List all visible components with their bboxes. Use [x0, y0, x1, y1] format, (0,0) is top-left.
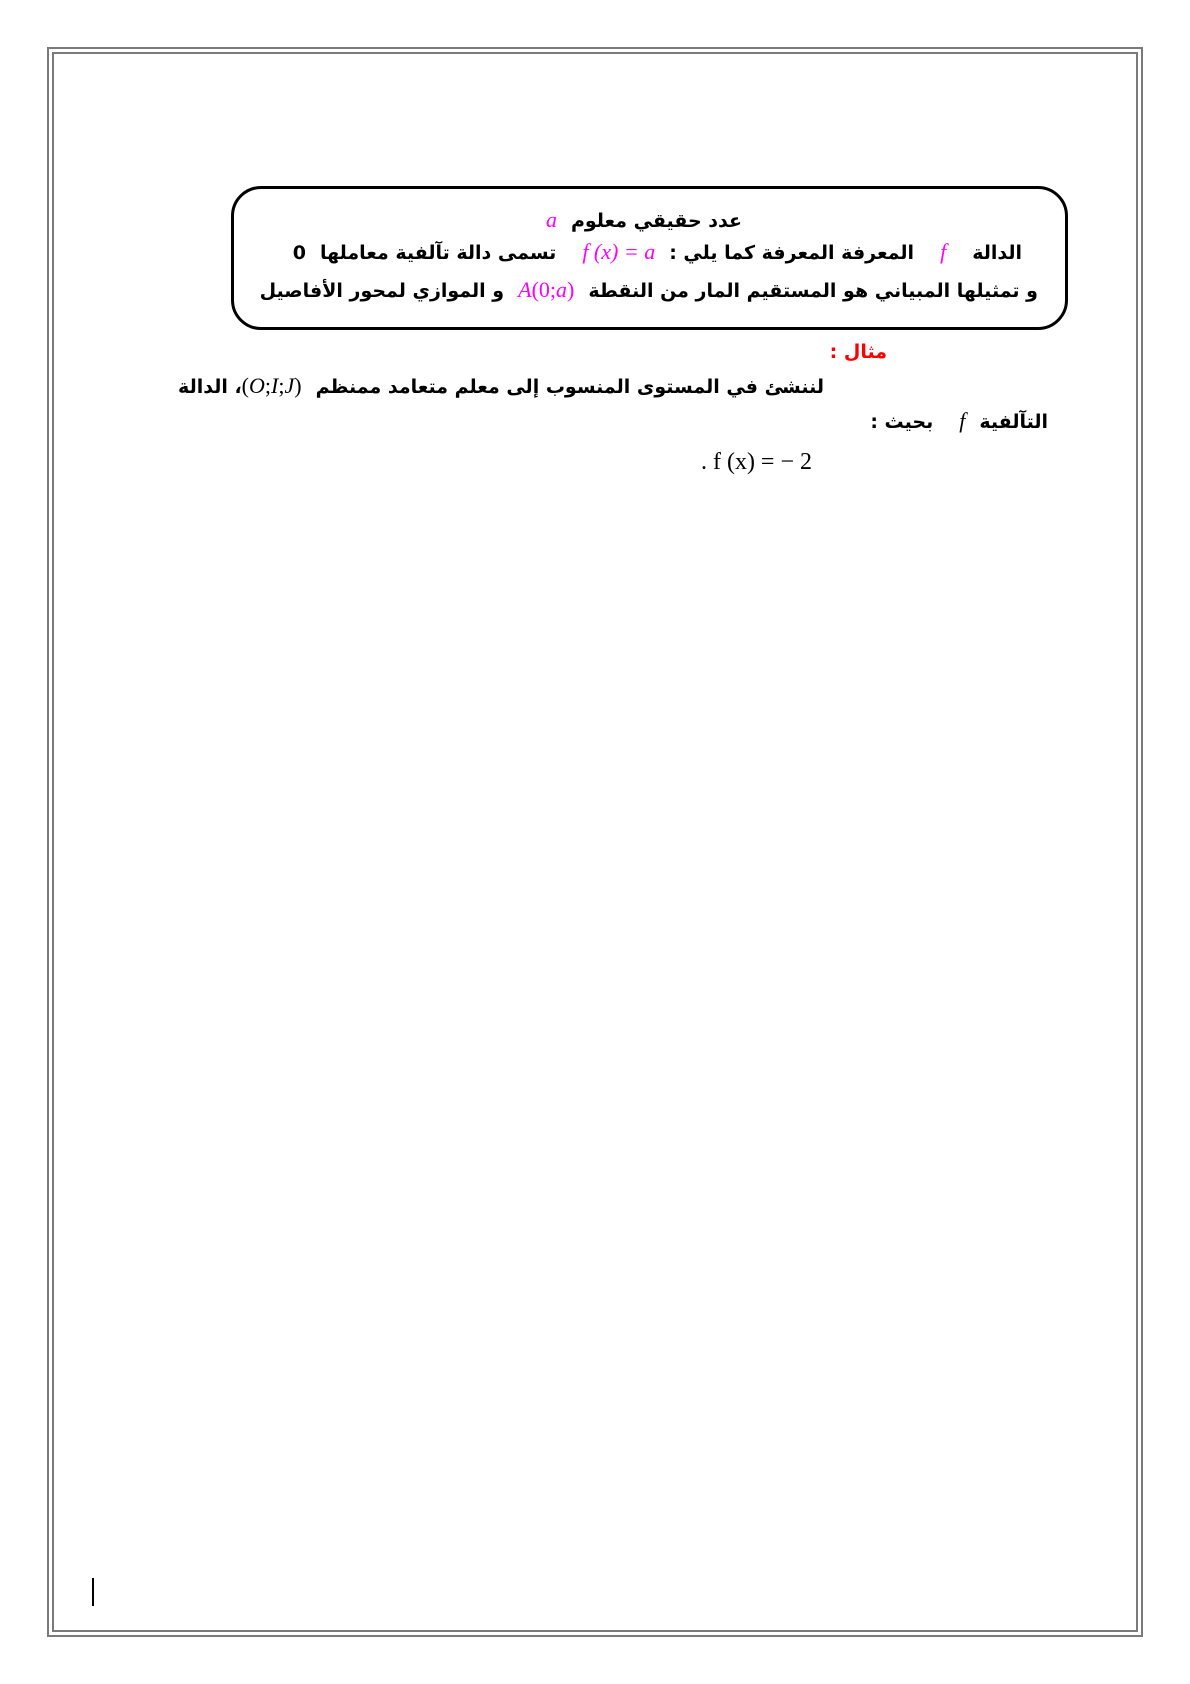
definition-line-3	[260, 278, 1038, 303]
graph-text: و تمثيلها المبياني هو المستقيم المار من النقطة	[588, 280, 1038, 302]
example-formula-line	[701, 450, 812, 475]
text-cursor	[92, 1578, 94, 1606]
zero-coefficient: 0	[292, 242, 306, 264]
example-label: مثال :	[829, 341, 887, 363]
definition-line-1-text: عدد حقيقي معلوم	[570, 210, 742, 232]
example-line-2	[870, 409, 1048, 434]
defined-text: المعرفة المعرفة كما يلي :	[669, 242, 915, 264]
example-variable-f: f	[959, 408, 966, 433]
example-formula: . f (x) = − 2	[700, 449, 812, 475]
example-line-1	[178, 374, 824, 399]
definition-line-1	[546, 208, 742, 233]
variable-a: a	[545, 207, 557, 232]
formula-f-equals-a: f (x) = a	[582, 239, 656, 264]
point-A: A(0;a)	[518, 277, 575, 302]
variable-f: f	[940, 239, 947, 264]
example-line-1-text: لننشئ في المستوى المنسوب إلى معلم متعامد ممنظم	[315, 376, 824, 398]
called-text: تسمى دالة تآلفية معاملها	[319, 242, 557, 264]
definition-line-2	[293, 240, 1022, 265]
frame-OIJ: (O;I;J)	[241, 373, 302, 398]
example-line-1-end: ، الدالة	[178, 376, 242, 398]
example-line-2-text: التآلفية	[979, 411, 1048, 433]
example-line-2-end: بحيث :	[870, 411, 934, 433]
word-function: الدالة	[972, 242, 1022, 264]
parallel-text: و الموازي لمحور الأفاصيل	[259, 280, 505, 302]
